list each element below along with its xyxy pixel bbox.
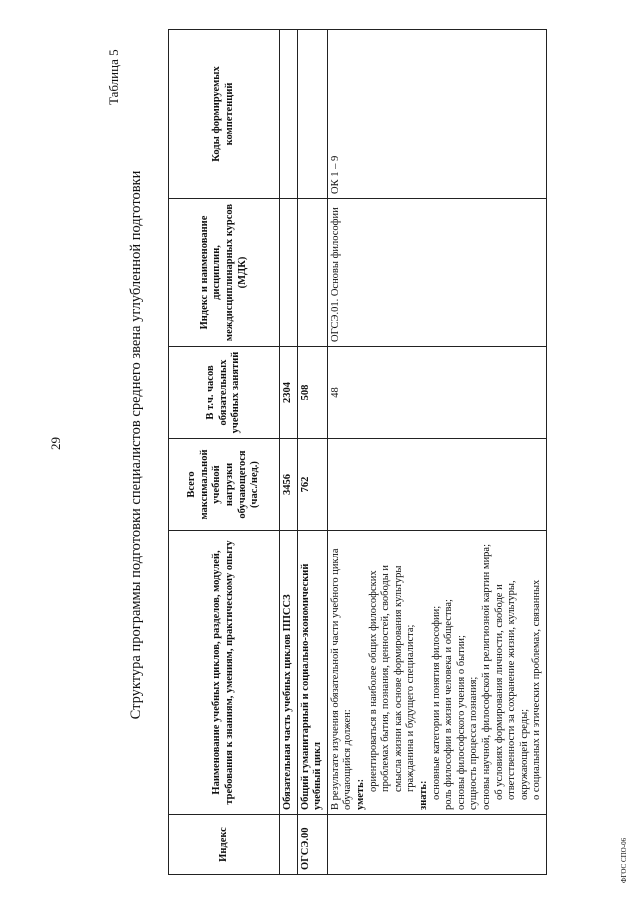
header-total: Всего максимальной учебной нагрузки обучающегося (час./нед.)	[169, 439, 280, 531]
detail-know-item: основные категории и понятия философии;	[430, 605, 442, 800]
detail-know-label: знать:	[417, 780, 429, 810]
cell-empty	[327, 439, 546, 531]
cell-required-name: Обязательная часть учебных циклов ППССЗ	[280, 531, 298, 815]
cell-detail-requirements	[327, 531, 546, 815]
detail-intro: В результате изучения обязательной части учебного цикла обучающийся должен:	[329, 548, 354, 810]
detail-can-text: ориентироваться в наиболее общих философских проблемах бытия, познания, ценностей, свободы и смысла жизни как основе формирования культуры гражданина и будущего специалиста;	[367, 564, 417, 792]
cell-required-mandatory: 2304	[280, 347, 298, 439]
footer-code: ФГОС СПО-06	[620, 837, 628, 883]
detail-know-item: основы научной, философской и религиозной картин мира;	[480, 543, 492, 810]
cell-detail-discipline: ОГСЭ.01. Основы философии	[327, 199, 546, 347]
cell-detail-codes: ОК 1 – 9	[327, 30, 546, 199]
program-structure-table	[168, 29, 547, 875]
cell-detail-mandatory: 48	[327, 347, 546, 439]
detail-know-item: о социальных и этических проблемах, связанных	[531, 579, 543, 800]
table-label: Таблица 5	[106, 49, 121, 105]
table-row-required	[280, 30, 298, 875]
table-row-detail	[327, 30, 546, 875]
detail-can-label: уметь:	[354, 778, 366, 810]
header-mandatory: В т.ч. часов обязательных учебных занятий	[169, 347, 280, 439]
cell-empty	[280, 199, 298, 347]
cell-cycle-index: ОГСЭ.00	[297, 815, 327, 875]
table-header-row	[169, 30, 280, 875]
detail-know-item: роль философии в жизни человека и общества;	[443, 599, 455, 810]
detail-know-item: сущность процесса познания;	[468, 676, 480, 810]
header-index: Индекс	[169, 815, 280, 875]
detail-know-item: об условиях формирования личности, свободе и ответственности за сохранение жизни, культуры, окружающей среды;	[493, 580, 530, 800]
cell-cycle-name: Общий гуманитарный и социально-экономический учебный цикл	[297, 531, 327, 815]
header-name: Наименование учебных циклов, разделов, модулей, требования к знаниям, умениям, практическому опыту	[169, 531, 280, 815]
cell-required-total: 3456	[280, 439, 298, 531]
detail-know-item: основы философского учения о бытии;	[455, 635, 467, 810]
cell-cycle-mandatory: 508	[297, 347, 327, 439]
table-row-cycle	[297, 30, 327, 875]
cell-empty	[280, 30, 298, 199]
cell-empty	[297, 199, 327, 347]
cell-cycle-total: 762	[297, 439, 327, 531]
header-codes: Коды формируемых компетенций	[169, 30, 280, 199]
page-title: Структура программы подготовки специалистов среднего звена углубленной подготовки	[128, 170, 144, 720]
header-discipline: Индекс и наименование дисциплин, междисциплинарных курсов (МДК)	[169, 199, 280, 347]
cell-empty	[297, 30, 327, 199]
cell-index-empty	[280, 815, 298, 875]
page-number: 29	[48, 437, 63, 450]
cell-index-empty	[327, 815, 546, 875]
